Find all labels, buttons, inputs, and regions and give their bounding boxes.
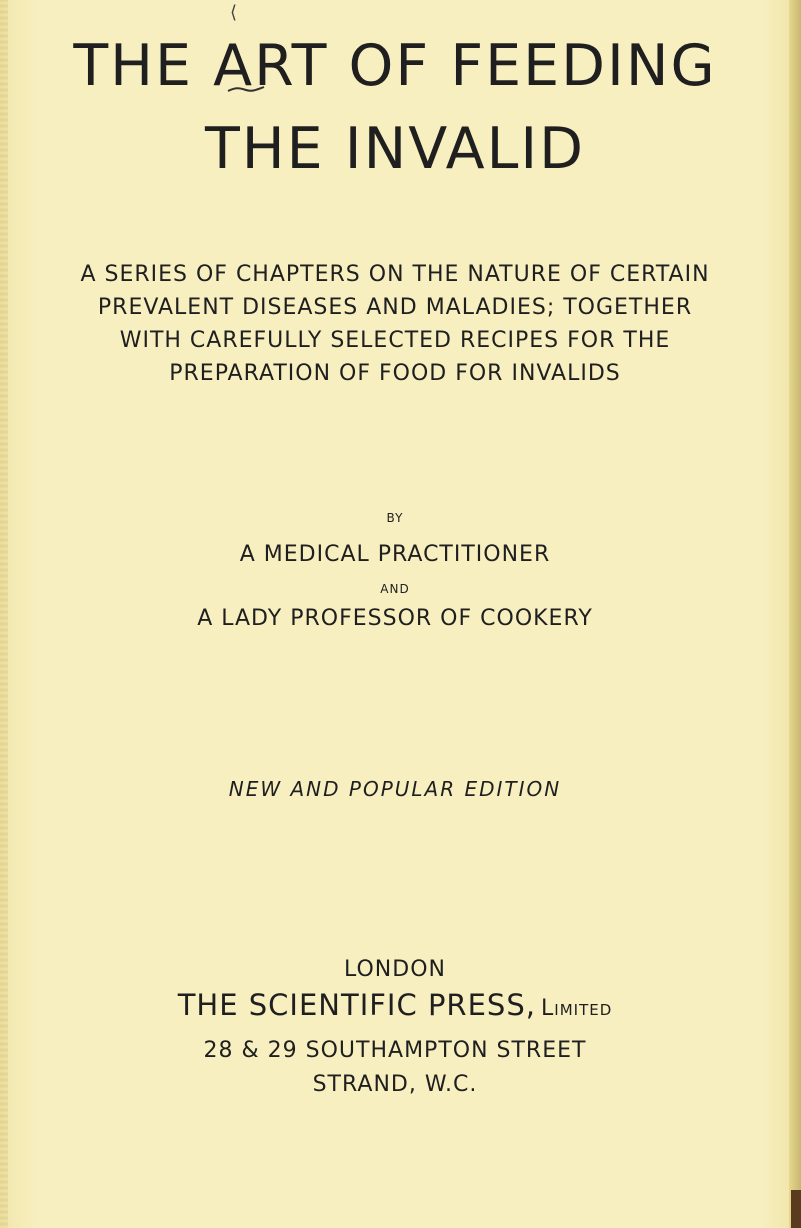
book-title-line1: THE ART OF FEEDING [73,33,717,99]
publisher-city: LONDON [344,957,446,982]
edition-label: NEW AND POPULAR EDITION [228,777,562,801]
handwritten-mark: ⟨ [230,2,238,23]
author-2: A LADY PROFESSOR OF COOKERY [197,606,593,631]
subtitle-line-1: A SERIES OF CHAPTERS ON THE NATURE OF CERTAIN [80,262,710,287]
subtitle-line-2: PREVALENT DISEASES AND MALADIES; TOGETHER [97,295,693,320]
binding-edge [791,1190,801,1228]
publisher-address: 28 & 29 SOUTHAMPTON STREET [203,1038,587,1063]
subtitle-line-3: WITH CAREFULLY SELECTED RECIPES FOR THE [119,328,671,353]
publisher-name-suffix: Limited [541,996,613,1021]
book-title-line2: THE INVALID [204,116,586,182]
publisher-name-main: THE SCIENTIFIC PRESS, [177,988,536,1022]
publisher-name [0,988,790,1022]
page-edge-right [789,0,801,1228]
and-label: AND [380,582,410,596]
by-label: BY [386,511,404,525]
publisher-district: STRAND, W.C. [312,1072,478,1097]
author-1: A MEDICAL PRACTITIONER [239,542,551,567]
subtitle-line-4: PREPARATION OF FOOD FOR INVALIDS [169,361,621,386]
ornament-flourish [226,84,266,94]
